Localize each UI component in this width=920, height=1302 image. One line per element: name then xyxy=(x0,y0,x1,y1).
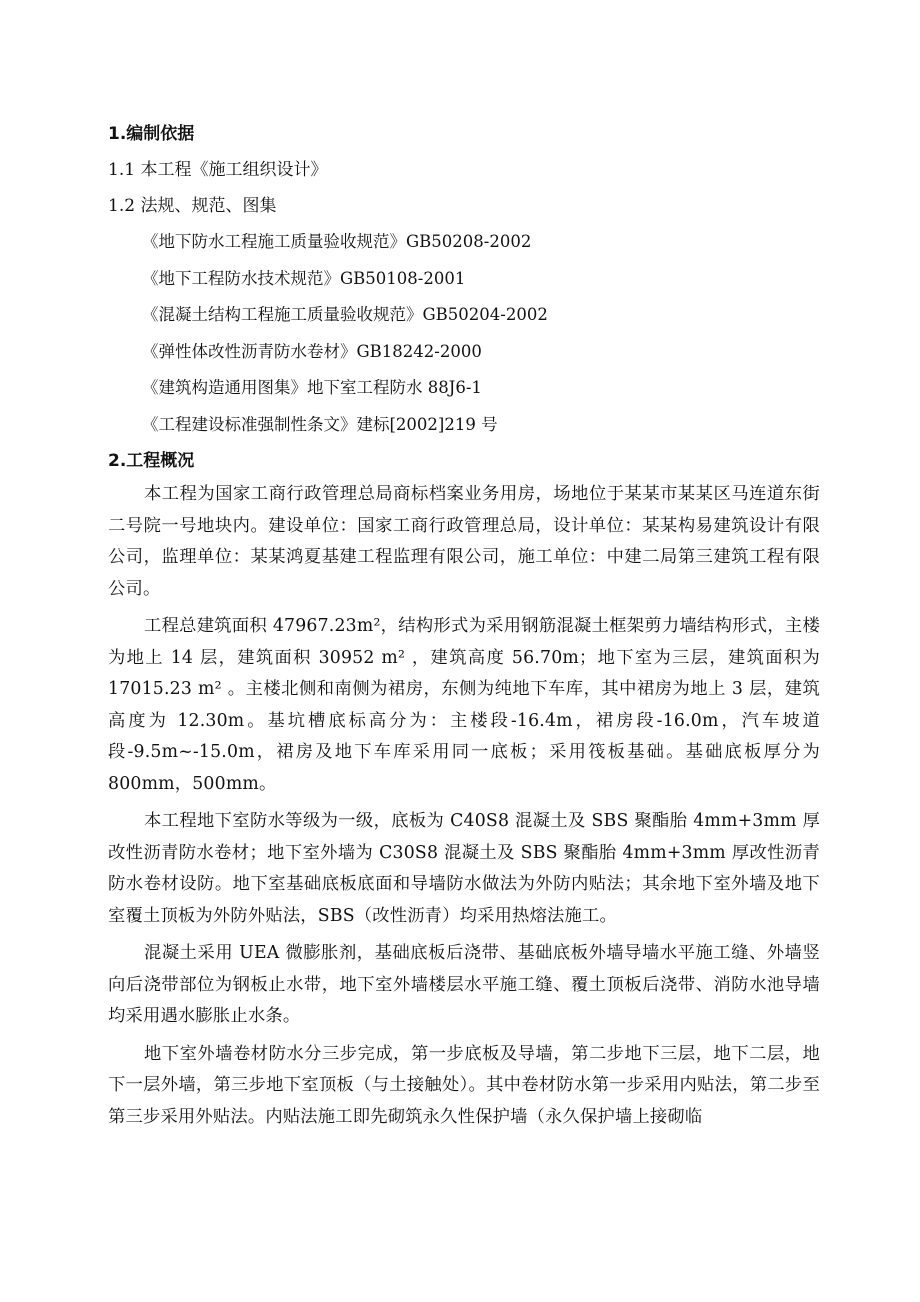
reference-item: 《地下防水工程施工质量验收规范》GB50208-2002 xyxy=(142,232,532,251)
subsection-1-2: 1.2 法规、规范、图集 xyxy=(108,196,277,216)
paragraph-waterproof-grade: 本工程地下室防水等级为一级，底板为 C40S8 混凝土及 SBS 聚酯胎 4mm+3mm 厚改性沥青防水卷材；地下室外墙为 C30S8 混凝土及 SBS 聚酯胎 4mm+3mm 厚改性沥青防水卷材设防。地下室基础底板底面和导墙防水做法为外防内贴法；其余地下室外墙及地下室覆土顶板为外防外贴法，SBS（改性沥青）均采用热熔法施工。 xyxy=(108,811,820,926)
reference-item: 《弹性体改性沥青防水卷材》GB18242-2000 xyxy=(142,341,482,361)
section-1-heading: 1.编制依据 xyxy=(108,124,195,144)
section-2-heading: 2.工程概况 xyxy=(108,451,195,471)
paragraph-waterproof-steps: 地下室外墙卷材防水分三步完成，第一步底板及导墙，第二步地下三层，地下二层，地下一层外墙，第三步地下室顶板（与土接触处）。其中卷材防水第一步采用内贴法，第二步至第三步采用外贴法。内贴法施工即先砌筑永久性保护墙（永久保护墙上接砌临 xyxy=(108,1043,820,1127)
reference-item: 《建筑构造通用图集》地下室工程防水 88J6-1 xyxy=(142,378,482,397)
paragraph-concrete: 混凝土采用 UEA 微膨胀剂，基础底板后浇带、基础底板外墙导墙水平施工缝、外墙竖向后浇带部位为钢板止水带，地下室外墙楼层水平施工缝、覆土顶板后浇带、消防水池导墙均采用遇水膨胀止水条。 xyxy=(108,943,820,1026)
reference-item: 《地下工程防水技术规范》GB50108-2001 xyxy=(142,268,466,288)
reference-item: 《混凝土结构工程施工质量验收规范》GB50204-2002 xyxy=(142,305,548,324)
subsection-1-1: 1.1 本工程《施工组织设计》 xyxy=(108,160,328,180)
reference-item: 《工程建设标准强制性条文》建标[2002]219 号 xyxy=(142,414,498,434)
paragraph-overview: 本工程为国家工商行政管理总局商标档案业务用房，场地位于某某市某某区马连道东街二号院一号地块内。建设单位：国家工商行政管理总局，设计单位：某某构易建筑设计有限公司，监理单位：某某鸿夏基建工程监理有限公司，施工单位：中建二局第三建筑工程有限公司。 xyxy=(108,484,820,599)
paragraph-building-area: 工程总建筑面积 47967.23m²，结构形式为采用钢筋混凝土框架剪力墙结构形式，主楼为地上 14 层，建筑面积 30952 m² ，建筑高度 56.70m；地下室为三层，建筑面积为 17015.23 m² 。主楼北侧和南侧为裙房，东侧为纯地下车库，其中裙房为地上 3 层，建筑高度为 12.30m。基坑槽底标高分为：主楼段-16.4m，裙房段-16.0m，汽车坡道段-9.5m~-15.0m，裙房及地下车库采用同一底板；采用筏板基础。基础底板厚分为 800mm，500mm。 xyxy=(108,616,820,794)
document-body xyxy=(108,116,820,1139)
